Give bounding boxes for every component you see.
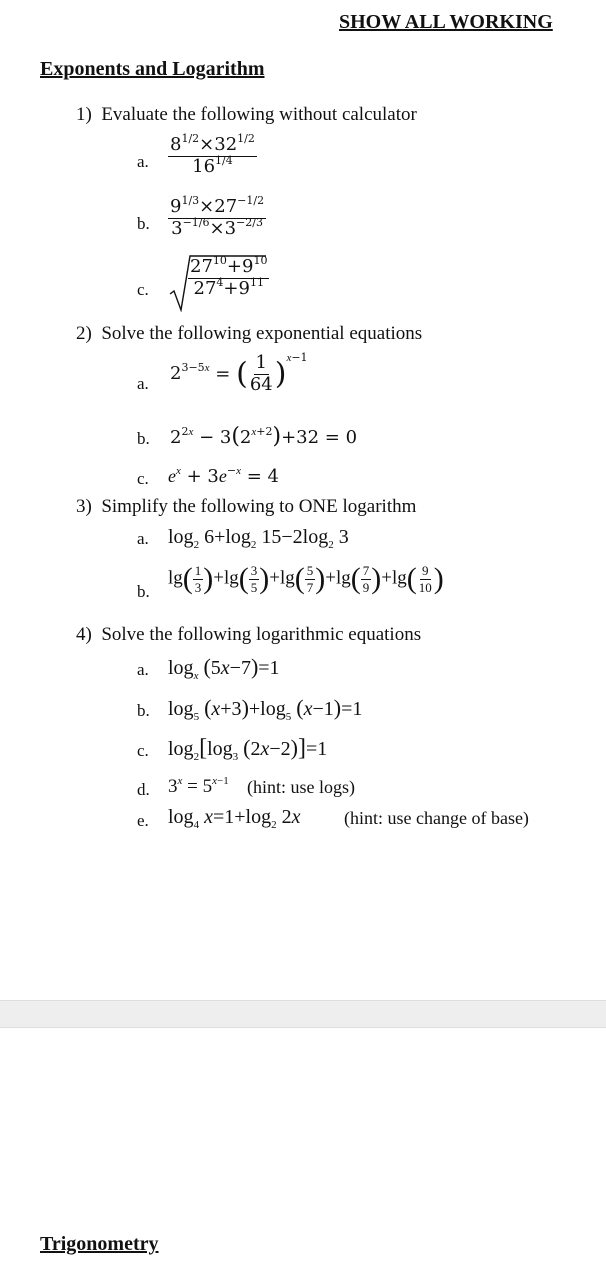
q4d-expression: $3^x = 5^{x-1}$ xyxy=(168,775,229,797)
question-4 xyxy=(76,624,421,646)
q1a-expression: $\frac{8^{1/2}\times 32^{1/2}}{16^{1/4}}$ xyxy=(170,132,255,177)
q1b-expression: $\frac{9^{1/3}\times 27^{-1/2}}{3^{-1/6}\times 3^{-2/3}}$ xyxy=(170,194,265,239)
question-4-number: 4) xyxy=(76,624,92,645)
q4a-label: a. xyxy=(137,660,149,679)
question-2 xyxy=(76,323,422,345)
q2a-expression: $2^{3-5x}$ = ( $\frac{1}{64}$ )$^{x-1}$ xyxy=(170,351,308,395)
q4e-hint: (hint: use change of base) xyxy=(344,808,529,828)
q3b-label: b. xyxy=(137,582,150,601)
page-break-divider xyxy=(0,1000,606,1028)
question-2-number: 2) xyxy=(76,323,92,344)
q3a-label: a. xyxy=(137,529,149,548)
q1c-label: c. xyxy=(137,280,149,299)
q4c-expression: $\log_2[\log_3$ (2x−2)]=1 xyxy=(168,735,328,763)
q2a-label: a. xyxy=(137,374,149,393)
q2c-expression: $e^x + 3e^{-x} = 4$ xyxy=(168,464,279,487)
question-1 xyxy=(76,104,417,126)
question-1-text: Evaluate the following without calculator xyxy=(101,104,417,125)
question-1-number: 1) xyxy=(76,104,92,125)
q4d-hint: (hint: use logs) xyxy=(247,777,355,797)
q4b-label: b. xyxy=(137,701,150,720)
trigonometry-section-title: Trigonometry xyxy=(40,1233,159,1255)
q2b-expression: $2^{2x} - 3(2^{x+2})+32 = 0$ xyxy=(170,424,358,449)
q4e-label: e. xyxy=(137,811,149,830)
q1a-label: a. xyxy=(137,152,149,171)
q2b-label: b. xyxy=(137,429,150,448)
q4c-label: c. xyxy=(137,741,149,760)
q3a-expression: $\log_2 6+\log_2$ $15-2\log_2$ 3 xyxy=(168,526,349,551)
q4d-label: d. xyxy=(137,780,150,799)
exponents-section-title: Exponents and Logarithm xyxy=(40,58,265,80)
q1b-label: b. xyxy=(137,214,150,233)
question-3-text: Simplify the following to ONE logarithm xyxy=(101,496,417,517)
q4e-expression: $\log_4 x=1+\log_2$ 2x xyxy=(168,806,301,831)
q1c-expression: $\frac{27^{10}+9^{10}}{27^4+9^{11}}$ xyxy=(190,254,268,299)
q3b-expression: lg( $\frac{1}{3}$ )+lg( $\frac{3}{5}$ )+lg( $\frac{5}{7}$ )+lg( $\frac{7}{9}$ )+lg( $\frac{9}{10}$ ) xyxy=(168,562,444,596)
q4a-expression: $\log_x (5x-7)=1$ xyxy=(168,654,280,682)
q2c-label: c. xyxy=(137,469,149,488)
question-2-text: Solve the following exponential equations xyxy=(101,323,423,344)
question-4-text: Solve the following logarithmic equations xyxy=(101,624,422,645)
question-3 xyxy=(76,496,416,518)
question-3-number: 3) xyxy=(76,496,92,517)
show-all-working-heading: SHOW ALL WORKING xyxy=(339,11,553,33)
q4b-expression: $\log_5 (x+3)+\log_5$ (x−1)=1 xyxy=(168,695,363,723)
